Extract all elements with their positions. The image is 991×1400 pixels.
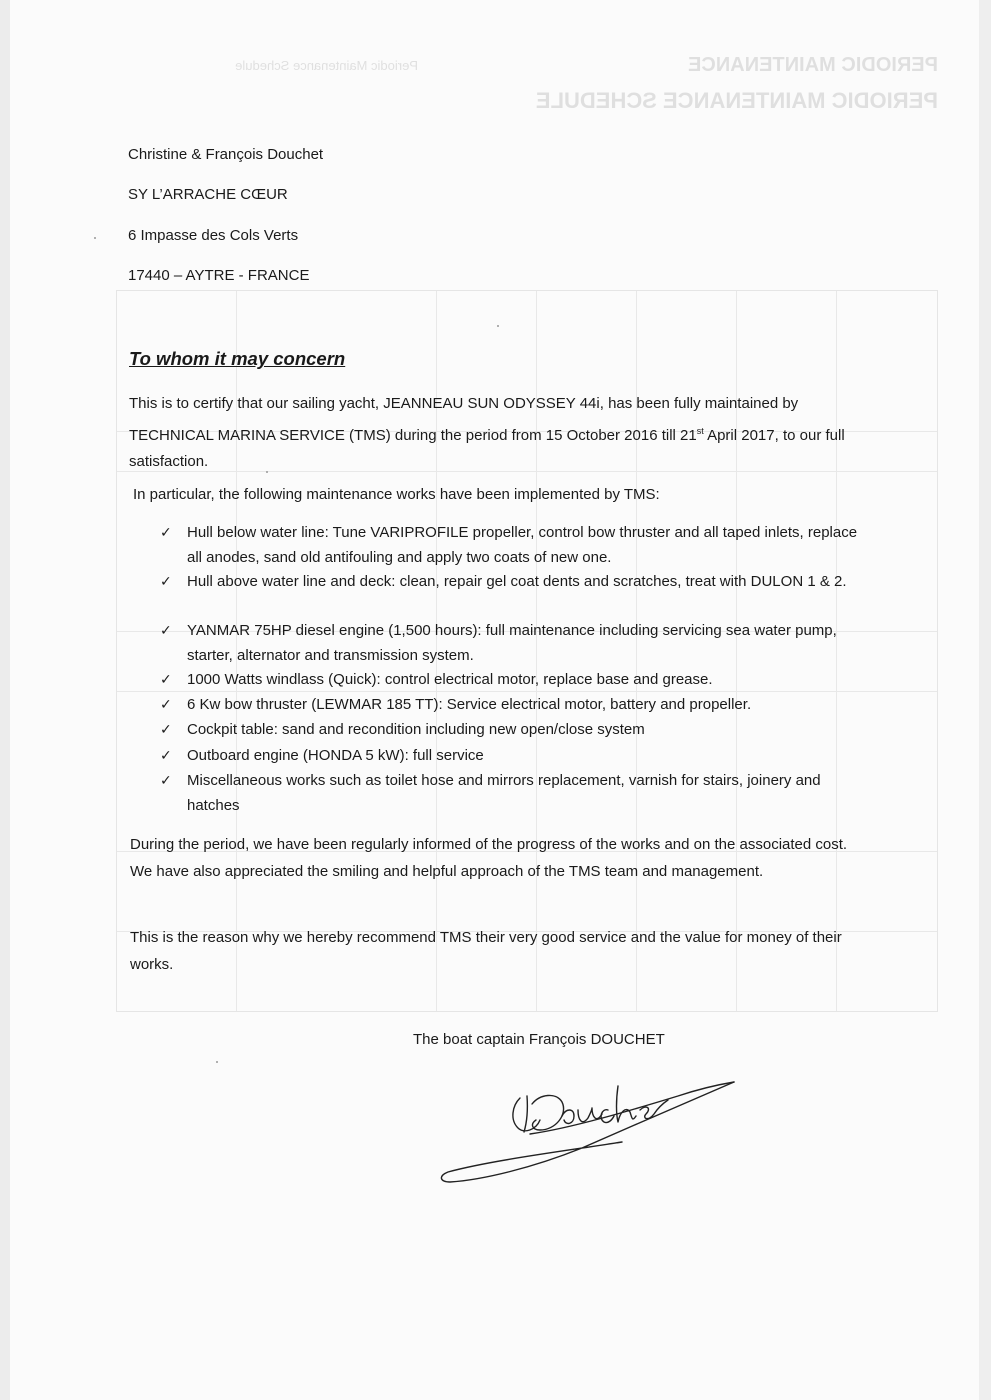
closing-signatory: The boat captain François DOUCHET [413, 1031, 665, 1048]
bleed-title: PERIODIC MAINTENANCE SCHEDULE [535, 88, 938, 113]
sender-names: Christine & François Douchet [128, 146, 324, 163]
checkmark-icon: ✓ [160, 773, 172, 789]
work-text: Outboard engine (HONDA 5 kW): full service [187, 747, 484, 764]
scan-edge-left [0, 0, 10, 1400]
list-item [160, 693, 751, 718]
work-text: 6 Kw bow thruster (LEWMAR 185 TT): Service electrical motor, battery and propeller. [187, 696, 752, 713]
certification-paragraph [129, 391, 849, 476]
checkmark-icon: ✓ [160, 722, 172, 738]
checkmark-icon: ✓ [160, 697, 172, 713]
certification-text: This is to certify that our sailing yacht, JEANNEAU SUN ODYSSEY 44i, has been fully maintained by TECHNICAL MARINA SERVICE (TMS) during the period from 15 October 2016 till 21 [129, 395, 799, 444]
checkmark-icon: ✓ [160, 574, 172, 590]
checkmark-icon: ✓ [160, 623, 172, 639]
work-text: Hull below water line: Tune VARIPROFILE propeller, control bow thruster and all taped inlets, replace all anodes, sand old antifouling and apply two coats of new one. [187, 524, 858, 566]
salutation-heading: To whom it may concern [129, 348, 346, 369]
list-item [160, 521, 860, 570]
sender-city: 17440 – AYTRE - FRANCE [128, 267, 310, 284]
work-text: YANMAR 75HP diesel engine (1,500 hours): full maintenance including servicing sea water pump, starter, alternator and transmission system. [187, 622, 837, 664]
recommendation-paragraph: This is the reason why we hereby recommend TMS their very good service and the value for money of their works. [130, 929, 842, 973]
checkmark-icon: ✓ [160, 672, 172, 688]
list-item [160, 744, 484, 769]
work-text: 1000 Watts windlass (Quick): control electrical motor, replace base and grease. [187, 671, 713, 688]
checkmark-icon: ✓ [160, 748, 172, 764]
scan-edge-right [979, 0, 991, 1400]
work-text: Miscellaneous works such as toilet hose and mirrors replacement, varnish for stairs, joinery and hatches [187, 772, 821, 814]
work-text: Cockpit table: sand and recondition including new open/close system [187, 721, 645, 738]
works-intro-paragraph: In particular, the following maintenance works have been implemented by TMS: [133, 486, 660, 503]
checkmark-icon: ✓ [160, 525, 172, 541]
date-suffix: st [696, 425, 704, 436]
progress-paragraph: During the period, we have been regularly informed of the progress of the works and on the associated cost. We have also appreciated the smiling and helpful approach of the TMS team and management. [130, 836, 848, 880]
work-text: Hull above water line and deck: clean, repair gel coat dents and scratches, treat with DULON 1 & 2. [187, 573, 847, 590]
certification-text-end: April 2017, to our full satisfaction. [129, 426, 845, 470]
bleed-header: PERIODIC MAINTENANCE [687, 54, 938, 76]
handwritten-signature [432, 1070, 742, 1190]
list-item [160, 718, 645, 743]
list-item [160, 668, 713, 693]
sender-street: 6 Impasse des Cols Verts [128, 227, 299, 244]
bleed-header-right: Periodic Maintenance Schedule [235, 58, 418, 73]
sender-boat-name: SY L’ARRACHE CŒUR [128, 186, 288, 203]
list-item [160, 619, 860, 668]
list-item [160, 769, 860, 818]
list-item [160, 570, 847, 595]
